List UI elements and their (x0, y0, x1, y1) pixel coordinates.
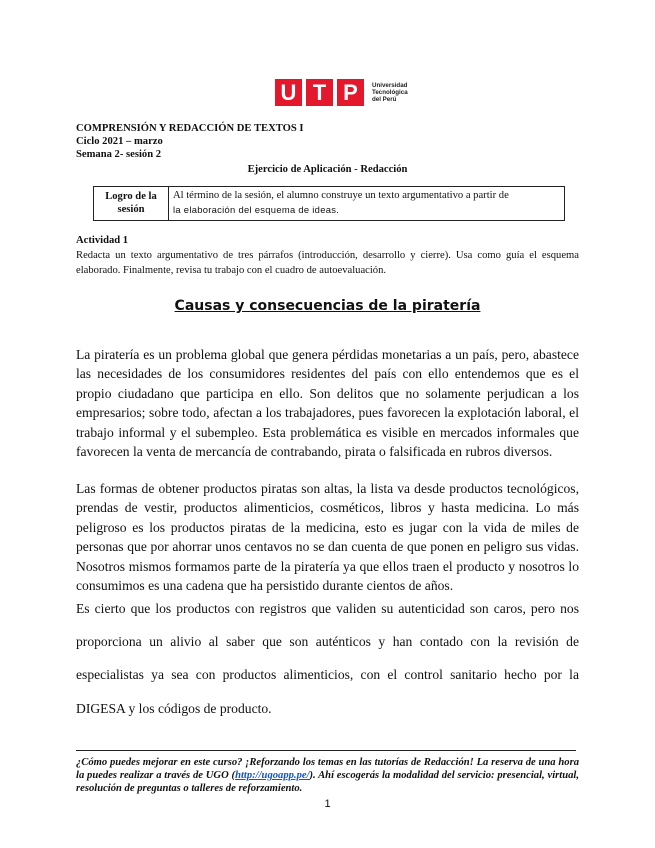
logro-text: Al término de la sesión, el alumno construye un texto argumentativo a partir de la elaboración del esquema de ideas. (173, 190, 509, 215)
essay-title: Causas y consecuencias de la piratería (174, 298, 481, 314)
logro-label: Logro de la sesión (94, 187, 169, 220)
essay-paragraph-2: Las formas de obtener productos piratas son altas, la lista va desde productos tecnológicos, prendas de vestir, productos alimenticios, cosméticos, libros y hasta medicina. Lo más peligroso es los productos piratas de la medicina, esto es jugar con la vida de miles de personas que por ahorrar unos centavos no se dan cuenta de que ponen en peligro sus vidas. Nosotros mismos formamos parte de la piratería ya que ellos traen el producto y nosotros lo consumimos es una cadena que ha persistido durante cientos de años. (76, 481, 579, 594)
logo-letter-p: P (337, 79, 364, 106)
essay-paragraph-1: La piratería es un problema global que genera pérdidas monetarias a un país, pero, abastece las necesidades de los consumidores residentes del país con ello entendemos que es el propio ciudadano que participa en ello. Son delitos que no solamente perjudican a los empresarios; sobre todo, afectan a los trabajadores, pues favorecen la explotación laboral, el trabajo informal y el subempleo. Esta problemática es visible en mercados informales que favorecen la venta de mercancía de contrabando, pirata o falsificada en rubros diversos. (76, 347, 579, 460)
essay-paragraph-3-line-3: especialistas ya sea con productos alimenticios, con el control sanitario hecho por la (76, 667, 579, 682)
activity-instructions: Redacta un texto argumentativo de tres párrafos (introducción, desarrollo y cierre). Usa como guía el esquema elaborado. Finalmente, revisa tu trabajo con el cuadro de autoevaluación. (76, 250, 579, 276)
logro-table (93, 186, 565, 221)
course-title: COMPRENSIÓN Y REDACCIÓN DE TEXTOS I (76, 123, 304, 134)
utp-logo (275, 79, 408, 106)
exercise-title: Ejercicio de Aplicación - Redacción (247, 164, 408, 175)
essay-paragraph-3-line-4: DIGESA y los códigos de producto. (76, 701, 272, 716)
logo-university-name: Universidad Tecnológica del Perú (372, 82, 408, 103)
activity-title: Actividad 1 (76, 235, 129, 246)
footer-note: ¿Cómo puedes mejorar en este curso? ¡Reforzando los temas en las tutorías de Redacción! La reserva de una hora la puedes realizar a través de UGO (http://ugoapp.pe/). Ahí escogerás la modalidad del servicio: presencial, virtual, resolución de preguntas o talleres de reforzamiento. (76, 757, 579, 794)
page-number: 1 (324, 798, 331, 810)
logo-letter-u: U (275, 79, 302, 106)
logo-letter-t: T (306, 79, 333, 106)
ugo-link[interactable]: http://ugoapp.pe/ (235, 770, 310, 781)
cycle-label: Ciclo 2021 – marzo (76, 136, 163, 147)
footer-divider (76, 750, 576, 751)
week-label: Semana 2- sesión 2 (76, 149, 162, 160)
essay-paragraph-3-line-2: proporciona un alivio al saber que son auténticos y han contado con la revisión de (76, 634, 579, 649)
essay-paragraph-3-line-1: Es cierto que los productos con registros que validen su autenticidad son caros, pero nos (76, 601, 579, 616)
